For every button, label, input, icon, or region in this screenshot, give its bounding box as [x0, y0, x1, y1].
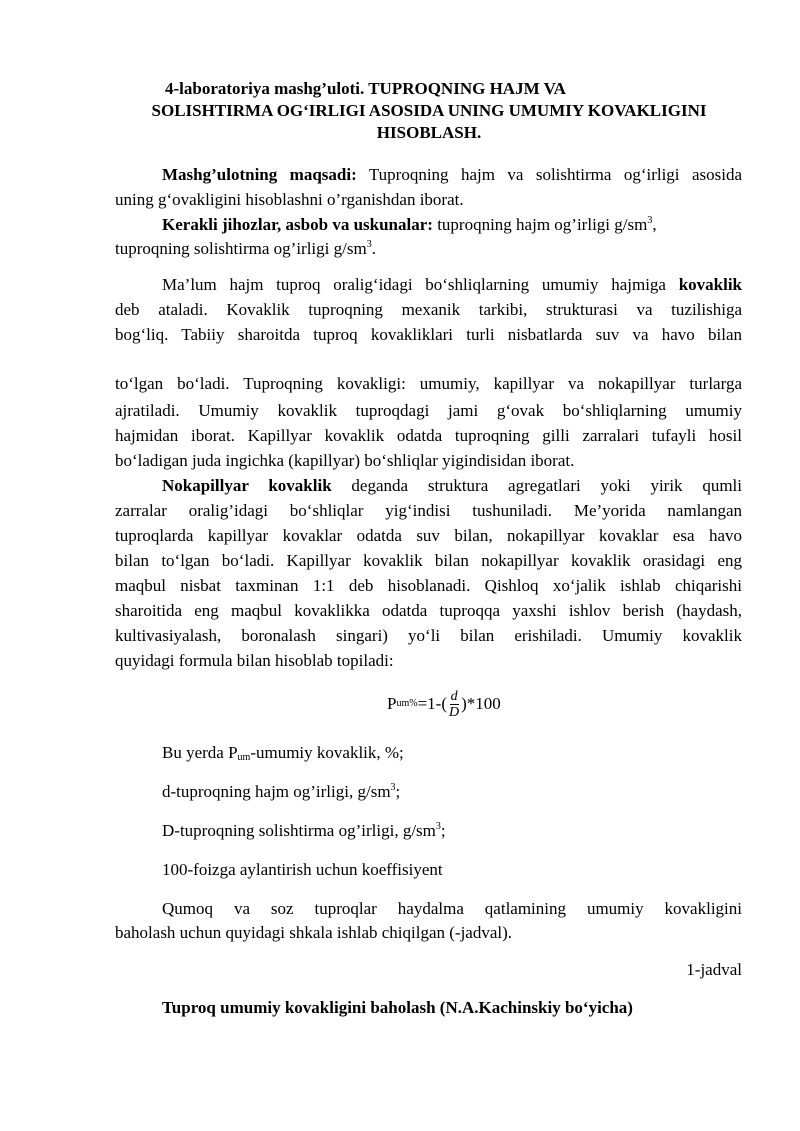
- intro-line-2: deb ataladi. Kovaklik tuproqning mexanik tarkibi, strukturasi va tuzilishiga: [115, 300, 742, 319]
- noncap-line-1: Nokapillyar kovaklik deganda struktura agregatlari yoki yirik qumli: [162, 476, 742, 495]
- noncap-line-7: kultivasiyalash, boronalash singari) yo‘li bilan erishiladi. Umumiy kovaklik: [115, 626, 742, 645]
- intro-line-7: bo‘ladigan juda ingichka (kapillyar) bo‘shliqlar yigindisidan iborat.: [115, 451, 575, 470]
- closing-line-1: Qumoq va soz tuproqlar haydalma qatlamining umumiy kovakligini: [162, 899, 742, 918]
- title-line-1: 4-laboratoriya mashg’uloti. TUPROQNING HAJM VA: [165, 79, 566, 98]
- title-line-3: HISOBLASH.: [376, 123, 482, 142]
- equipment-label: Kerakli jihozlar, asbob va uskunalar:: [162, 215, 433, 234]
- noncap-line-2: zarralar oralig’idagi bo‘shliqlar yig‘indisi tushuniladi. Me’yorida namlangan: [115, 501, 742, 520]
- noncap-line-4: bilan to‘lgan bo‘ladi. Kapillyar kovaklik bilan nokapillyar kovaklik orasidagi eng: [115, 551, 742, 570]
- intro-line-4: to‘lgan bo‘ladi. Tuproqning kovakligi: umumiy, kapillyar va nokapillyar turlarga: [115, 374, 742, 393]
- noncap-line-3: tuproqlarda kapillyar kovaklar odatda suv bilan, nokapillyar kovaklar esa havo: [115, 526, 742, 545]
- intro-line-5: ajratiladi. Umumiy kovaklik tuproqdagi jami g‘ovak bo‘shliqlarning umumiy: [115, 401, 742, 420]
- intro-line-1: Ma’lum hajm tuproq oralig‘idagi bo‘shliqlarning umumiy hajmiga kovaklik: [162, 275, 742, 294]
- goal-line-1: Mashg’ulotning maqsadi: Tuproqning hajm va solishtirma og‘irligi asosida: [162, 165, 742, 184]
- def-d: d-tuproqning hajm og’irligi, $g/sm^3$;: [162, 782, 401, 801]
- noncap-line-8: quyidagi formula bilan hisoblab topiladi:: [115, 651, 394, 670]
- closing-line-2: baholash uchun quyidagi shkala ishlab chiqilgan (-jadval).: [115, 923, 513, 942]
- title-line-2: SOLISHTIRMA OG‘IRLIGI ASOSIDA UNING UMUMIY KOVAKLIGINI: [151, 101, 707, 120]
- term-nokapillyar: Nokapillyar kovaklik: [162, 476, 332, 495]
- intro-line-3: bog‘liq. Tabiiy sharoitda tuproq kovakliklari turli nisbatlarda suv va havo bilan: [115, 325, 742, 344]
- fraction-numerator: d: [450, 688, 458, 704]
- formula-fraction: [448, 689, 460, 720]
- intro-line-6: hajmidan iborat. Kapillyar kovaklik odatda tuproqning gilli zarralari tufayli hosil: [115, 426, 742, 445]
- fraction-denominator: D: [449, 704, 460, 720]
- def-100: 100-foizga aylantirish uchun koeffisiyent: [162, 860, 443, 879]
- goal-line-2: uning g‘ovakligini hisoblashni o’rganishdan iborat.: [115, 190, 464, 209]
- noncap-line-6: sharoitida eng maqbul kovaklikka odatda tuproqqa yaxshi ishlov berish (haydash,: [115, 601, 742, 620]
- term-kovaklik: kovaklik: [678, 275, 742, 294]
- def-pum: Bu yerda $P_{um}$-umumiy kovaklik, %;: [162, 743, 404, 763]
- equipment-line-1: Kerakli jihozlar, asbob va uskunalar: tuproqning hajm og’irligi $g/sm^3$,: [162, 215, 657, 234]
- equipment-line-2: tuproqning solishtirma og’irligi $g/sm^3$.: [115, 239, 376, 258]
- noncap-line-5: maqbul nisbat taxminan 1:1 deb hisoblanadi. Qishloq xo‘jalik ishlab chiqarishi: [115, 576, 742, 595]
- porosity-formula: P um% =1-( $\frac{d}{D}$ )*100: [387, 688, 501, 720]
- def-D: D-tuproqning solishtirma og’irligi, $g/sm^3$;: [162, 821, 446, 840]
- goal-label: Mashg’ulotning maqsadi:: [162, 165, 357, 184]
- table-title: Tuproq umumiy kovakligini baholash (N.A.Kachinskiy bo‘yicha): [162, 998, 633, 1017]
- table-number: 1-jadval: [686, 960, 742, 979]
